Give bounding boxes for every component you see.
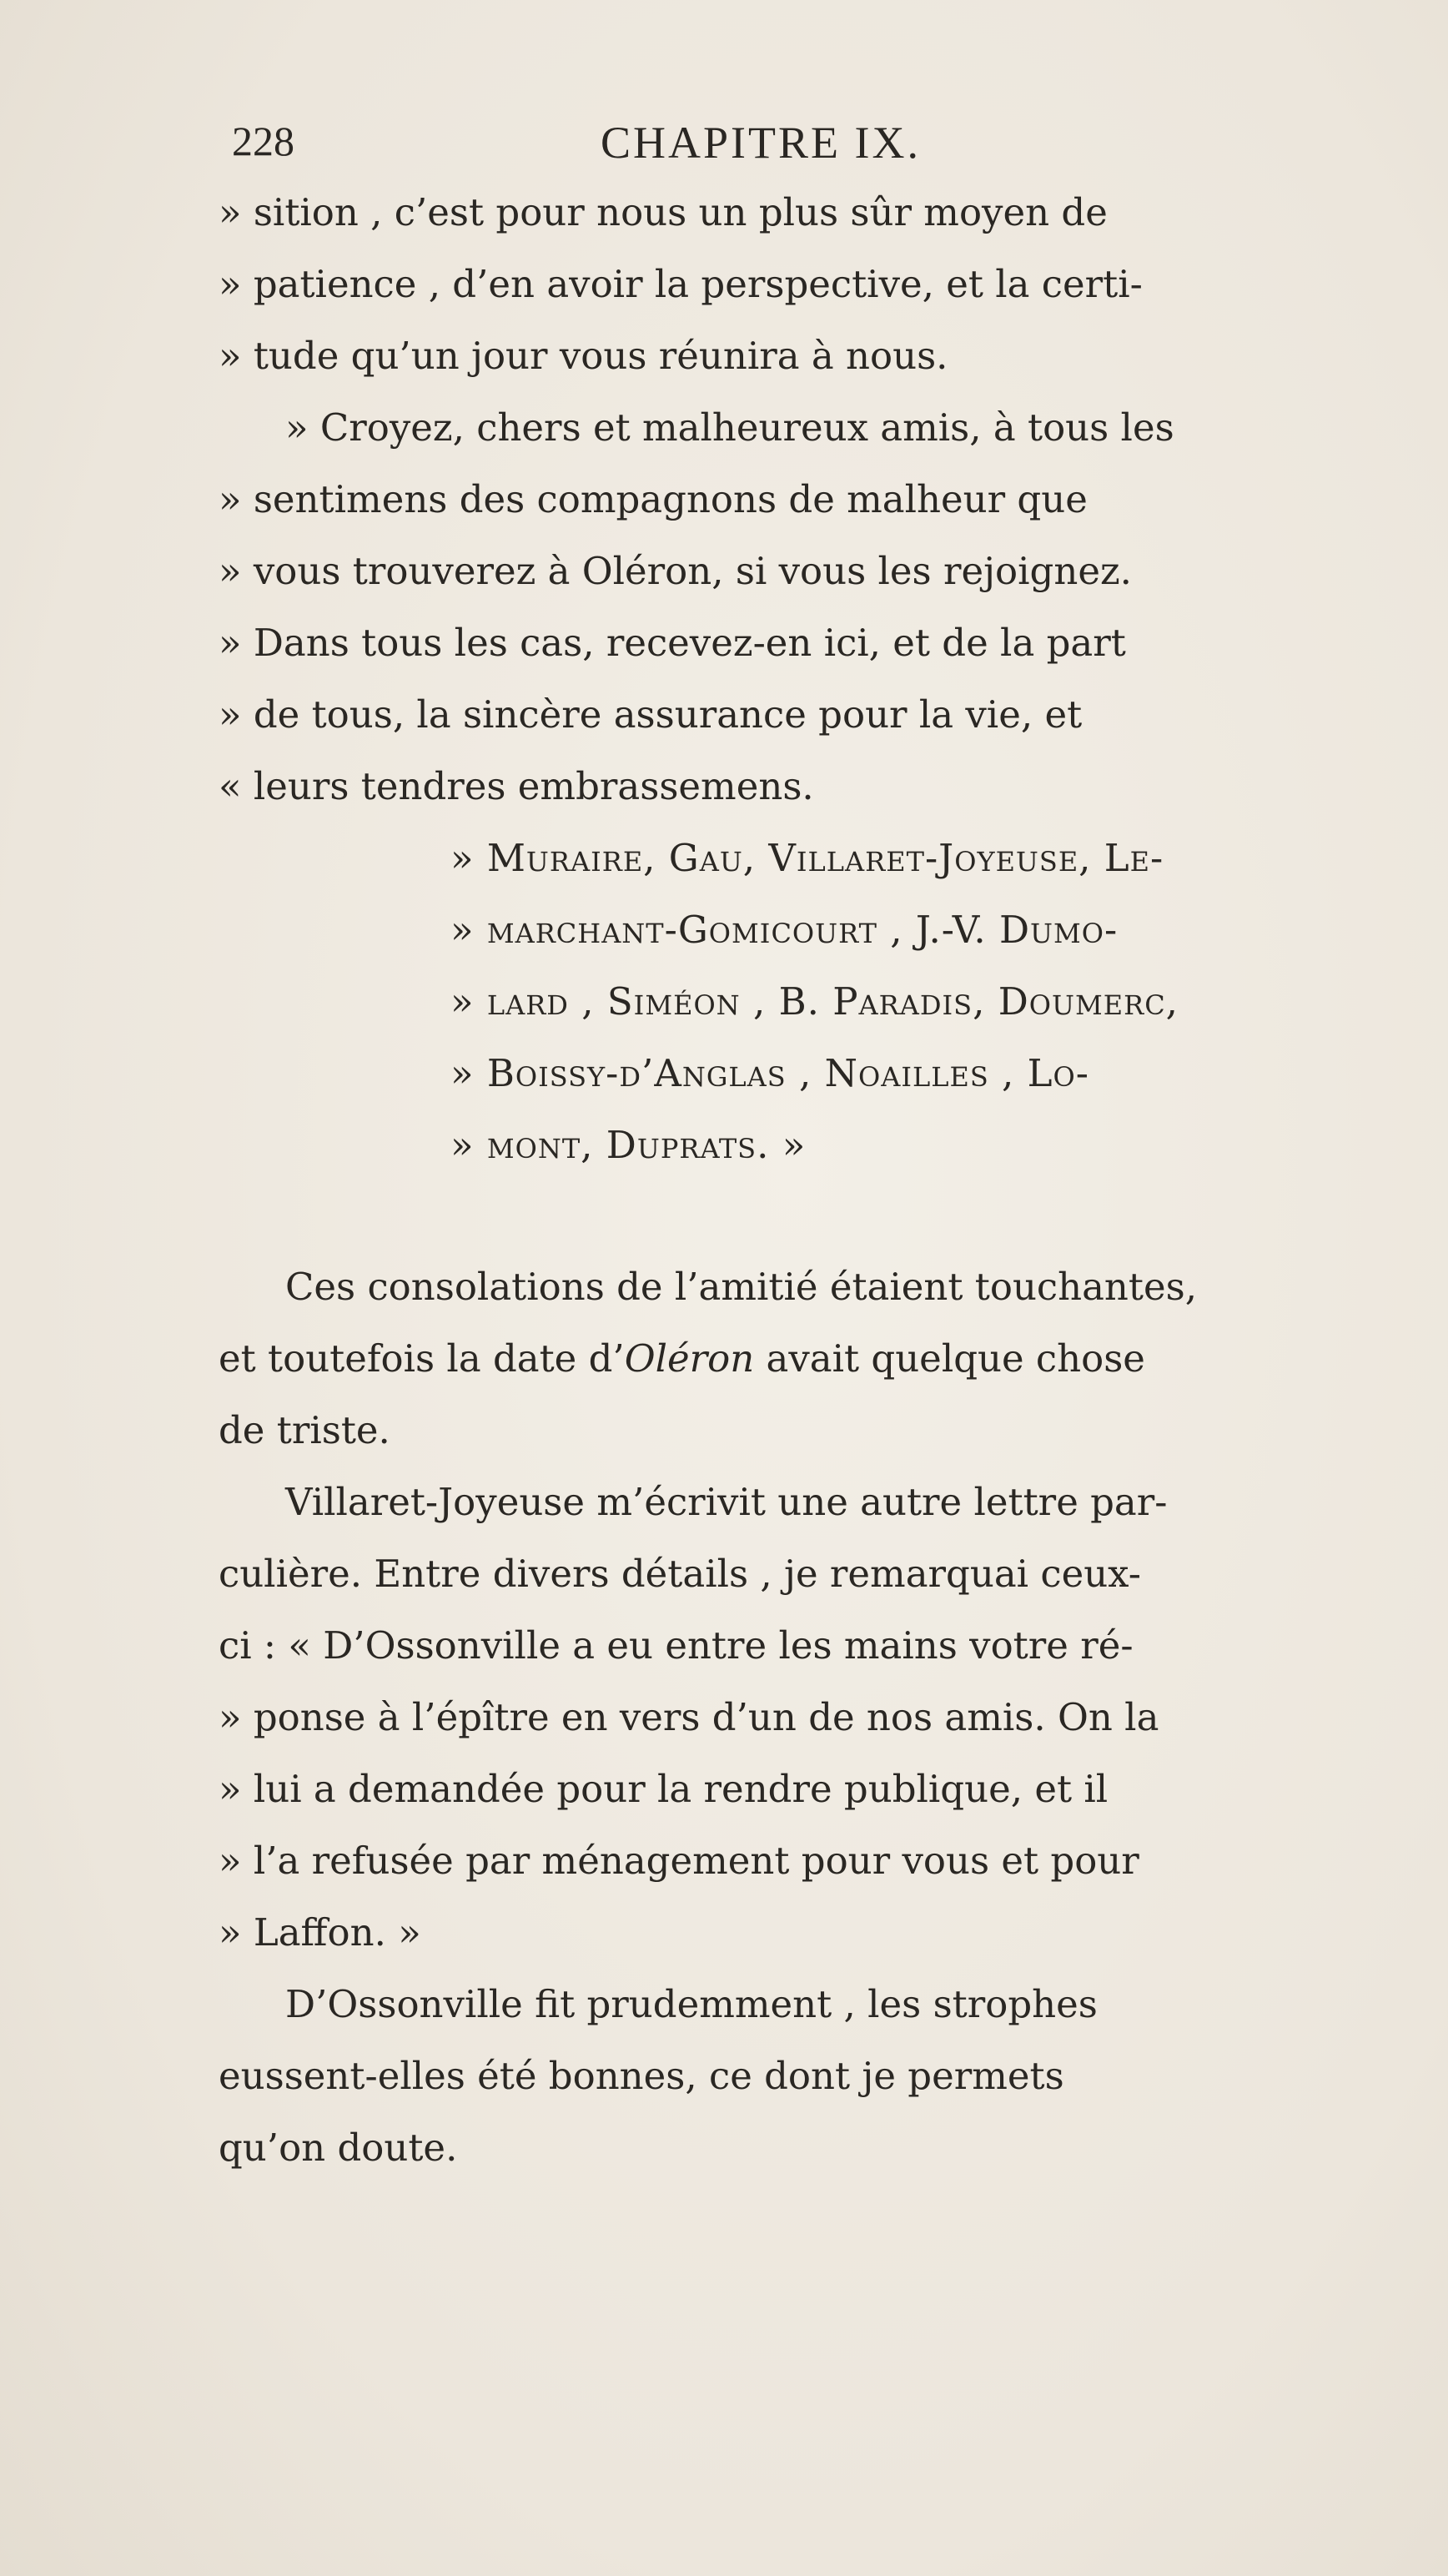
text-line: » vous trouverez à Oléron, si vous les rejoignez. bbox=[219, 549, 1132, 593]
text-line: « leurs tendres embrassemens. bbox=[219, 764, 814, 808]
signature-line: » Muraire, Gau, Villaret-Joyeuse, Le- bbox=[450, 836, 1164, 880]
text-line: ci : « D’Ossonville a eu entre les mains votre ré- bbox=[219, 1623, 1134, 1668]
text-line bbox=[219, 1336, 1448, 1381]
signature-line: » Boissy-d’Anglas , Noailles , Lo- bbox=[450, 1051, 1089, 1095]
page-header bbox=[217, 117, 1376, 175]
text-line: de triste. bbox=[219, 1408, 390, 1452]
text-line: » l’a refusée par ménagement pour vous et pour bbox=[219, 1839, 1139, 1883]
text-line: D’Ossonville fit prudemment , les strophes bbox=[285, 1982, 1098, 2026]
chapter-title: CHAPITRE IX. bbox=[601, 118, 921, 168]
text-line: » sentimens des compagnons de malheur que bbox=[219, 477, 1088, 521]
text-line: » Dans tous les cas, recevez-en ici, et de la part bbox=[219, 621, 1126, 665]
text-line: eussent-elles été bonnes, ce dont je permets bbox=[219, 2054, 1064, 2098]
text-line: » de tous, la sincère assurance pour la vie, et bbox=[219, 692, 1083, 737]
text-span: et toutefois la date d’ bbox=[219, 1336, 625, 1381]
signature-line: » marchant-Gomicourt , J.-V. Dumo- bbox=[450, 908, 1119, 952]
text-line: » Croyez, chers et malheureux amis, à tous les bbox=[285, 405, 1174, 450]
text-line: » tude qu’un jour vous réunira à nous. bbox=[219, 334, 948, 378]
page-number: 228 bbox=[232, 118, 294, 164]
text-line: culière. Entre divers détails , je remarquai ceux- bbox=[219, 1552, 1141, 1596]
text-line: qu’on doute. bbox=[219, 2126, 458, 2170]
signature-line: » lard , Siméon , B. Paradis, Doumerc, bbox=[450, 979, 1179, 1024]
text-line: » lui a demandée pour la rendre publique, et il bbox=[219, 1767, 1109, 1811]
text-span: avait quelque chose bbox=[754, 1336, 1145, 1381]
place-name-italic: Oléron bbox=[624, 1336, 755, 1381]
text-line: Villaret-Joyeuse m’écrivit une autre lettre par- bbox=[285, 1480, 1168, 1524]
signature-line: » mont, Duprats. » bbox=[450, 1123, 807, 1167]
text-line: » sition , c’est pour nous un plus sûr moyen de bbox=[219, 190, 1108, 234]
text-line: » ponse à l’épître en vers d’un de nos amis. On la bbox=[219, 1695, 1159, 1739]
text-line: Ces consolations de l’amitié étaient touchantes, bbox=[285, 1265, 1198, 1309]
text-line: » patience , d’en avoir la perspective, et la certi- bbox=[219, 262, 1143, 306]
text-line: » Laffon. » bbox=[219, 1910, 421, 1955]
